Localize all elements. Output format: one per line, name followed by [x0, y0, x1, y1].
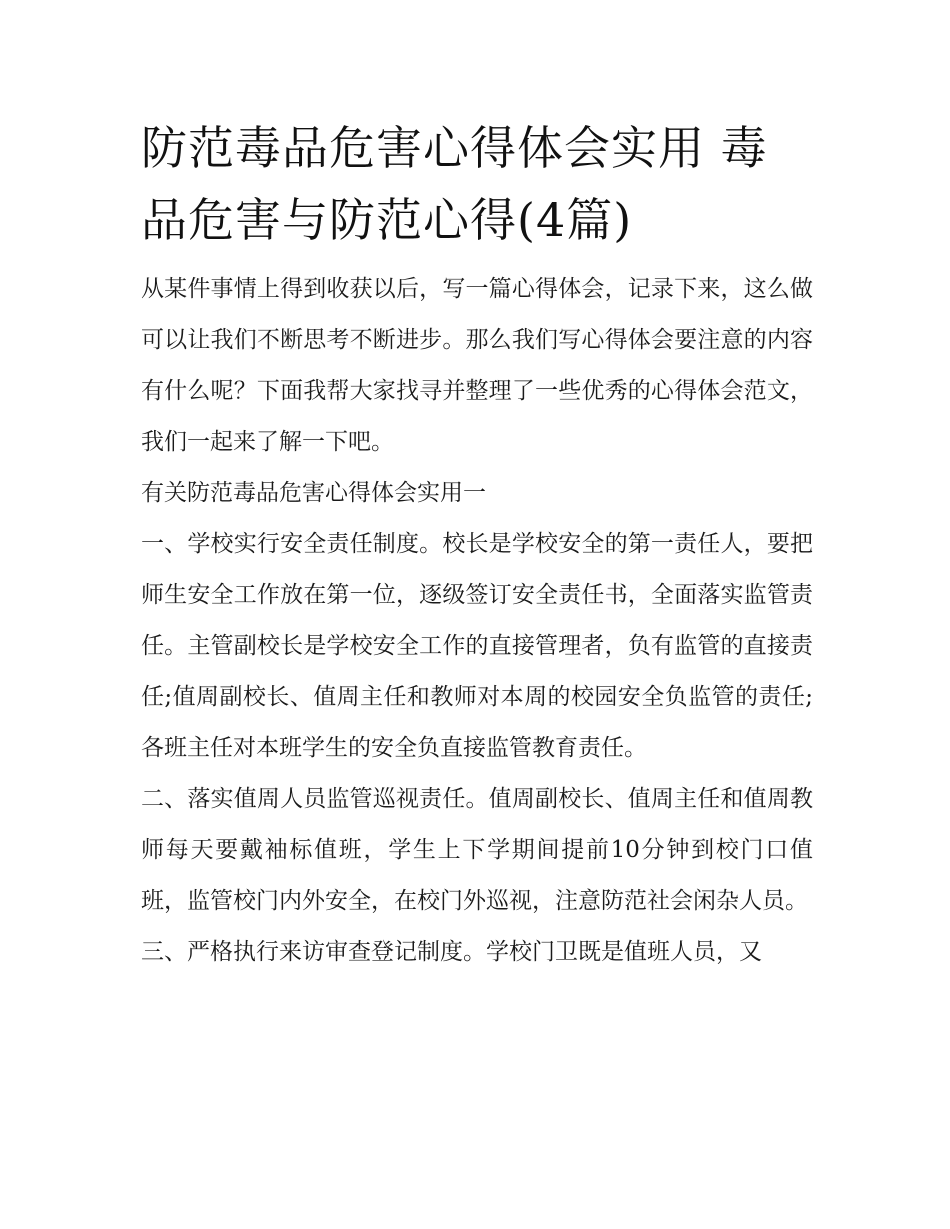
intro-paragraph: 从某件事情上得到收获以后，写一篇心得体会，记录下来，这么做可以让我们不断思考不断进步。那么我们写心得体会要注意的内容有什么呢？下面我帮大家找寻并整理了一些优秀的心得体会范文，我们一起来了解一下吧。	[141, 276, 813, 455]
document-title: 防范毒品危害心得体会实用 毒品危害与防范心得(4篇)	[141, 121, 768, 247]
body-paragraph-1: 一、学校实行安全责任制度。校长是学校安全的第一责任人，要把师生安全工作放在第一位，逐级签订安全责任书，全面落实监管责任。主管副校长是学校安全工作的直接管理者，负有监管的直接责任;值周副校长、值周主任和教师对本周的校园安全负监管的责任;各班主任对本班学生的安全负直接监管教育责任。	[141, 531, 813, 761]
document-body	[141, 112, 813, 978]
body-paragraph-2: 二、落实值周人员监管巡视责任。值周副校长、值周主任和值周教师每天要戴袖标值班，学生上下学期间提前10分钟到校门口值班，监管校门内外安全，在校门外巡视，注意防范社会闲杂人员。	[141, 786, 813, 914]
body-paragraph-3: 三、严格执行来访审查登记制度。学校门卫既是值班人员，又	[141, 939, 762, 965]
section-heading: 有关防范毒品危害心得体会实用一	[141, 480, 486, 506]
